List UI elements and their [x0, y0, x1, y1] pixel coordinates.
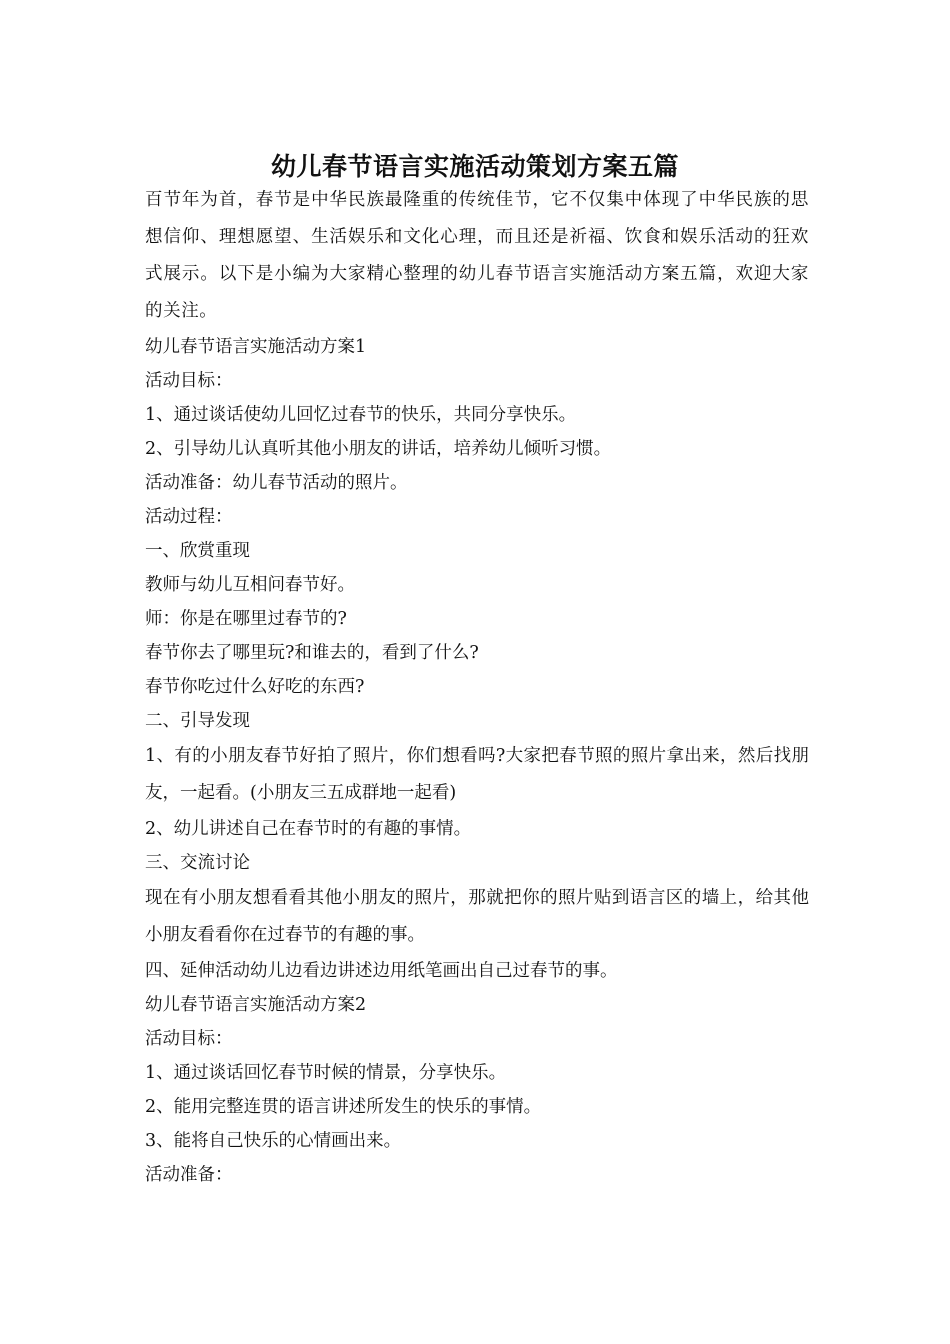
text-line: 三、交流讨论: [145, 853, 250, 873]
text-line: 2、幼儿讲述自己在春节时的有趣的事情。: [145, 819, 472, 839]
section-heading-plan-2: 幼儿春节语言实施活动方案2: [145, 995, 367, 1015]
text-line: 2、引导幼儿认真听其他小朋友的讲话，培养幼儿倾听习惯。: [145, 439, 612, 459]
text-paragraph: 现在有小朋友想看看其他小朋友的照片，那就把你的照片贴到语言区的墙上，给其他小朋友看看你在过春节的有趣的事。: [145, 888, 809, 945]
text-line: 四、延伸活动幼儿边看边讲述边用纸笔画出自己过春节的事。: [145, 961, 618, 981]
document-title: 幼儿春节语言实施活动策划方案五篇: [270, 151, 679, 181]
document-body: [145, 182, 809, 1192]
text-line: 教师与幼儿互相问春节好。: [145, 575, 355, 595]
section-heading-plan-1: 幼儿春节语言实施活动方案1: [145, 337, 367, 357]
text-line: 师：你是在哪里过春节的?: [145, 609, 347, 629]
text-line: 1、通过谈话回忆春节时候的情景，分享快乐。: [145, 1063, 507, 1083]
text-line: 活动过程：: [145, 507, 233, 527]
text-line: 活动目标：: [145, 371, 233, 391]
text-line: 活动准备：幼儿春节活动的照片。: [145, 473, 408, 493]
text-line: 活动准备：: [145, 1165, 233, 1185]
text-line: 春节你吃过什么好吃的东西?: [145, 677, 365, 697]
intro-paragraph: 百节年为首，春节是中华民族最隆重的传统佳节，它不仅集中体现了中华民族的思想信仰、理想愿望、生活娱乐和文化心理，而且还是祈福、饮食和娱乐活动的狂欢式展示。以下是小编为大家精心整理的幼儿春节语言实施活动方案五篇，欢迎大家的关注。: [145, 190, 809, 321]
text-line: 1、通过谈话使幼儿回忆过春节的快乐，共同分享快乐。: [145, 405, 577, 425]
text-line: 活动目标：: [145, 1029, 233, 1049]
text-paragraph: 1、有的小朋友春节好拍了照片，你们想看吗?大家把春节照的照片拿出来，然后找朋友，一起看。(小朋友三五成群地一起看): [145, 746, 809, 803]
text-line: 2、能用完整连贯的语言讲述所发生的快乐的事情。: [145, 1097, 542, 1117]
content-lines: [145, 330, 809, 1192]
text-line: 3、能将自己快乐的心情画出来。: [145, 1131, 402, 1151]
text-line: 春节你去了哪里玩?和谁去的，看到了什么?: [145, 643, 479, 663]
text-line: 一、欣赏重现: [145, 541, 250, 561]
text-line: 二、引导发现: [145, 711, 250, 731]
